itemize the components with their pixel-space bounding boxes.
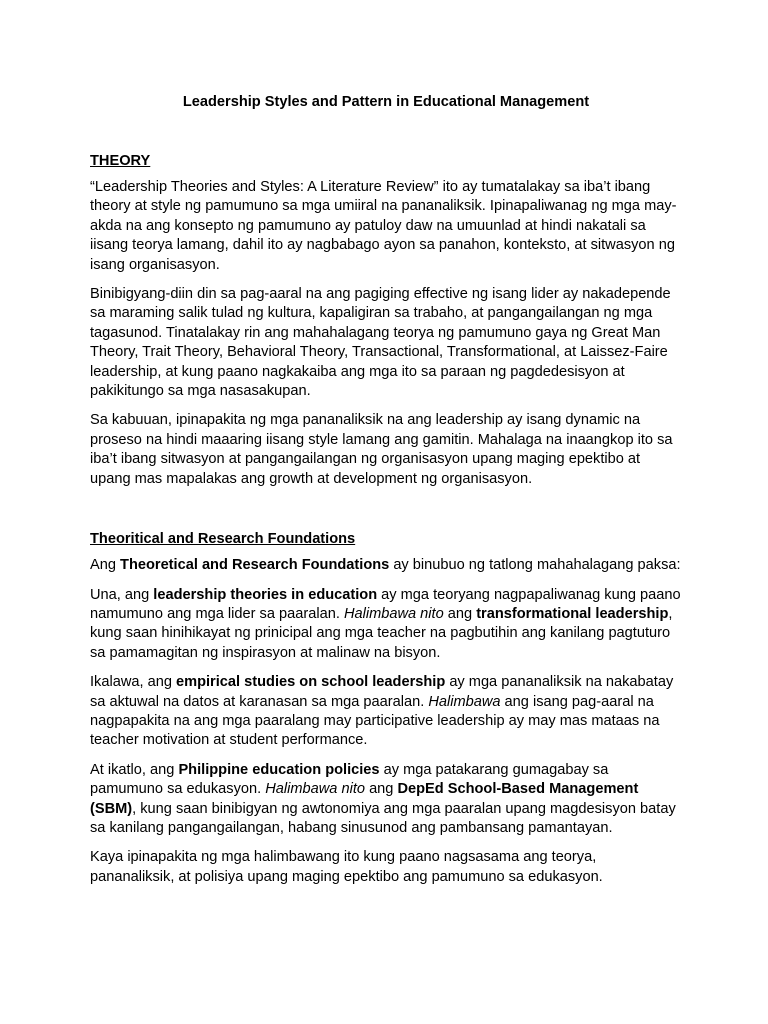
second-italic-example: Halimbawa: [428, 693, 501, 710]
intro-text-a: Ang: [90, 557, 121, 574]
foundations-first-paragraph: [90, 586, 682, 664]
intro-bold-term: Theoretical and Research Foundations: [120, 557, 390, 574]
first-text-a: Una, ang: [90, 586, 154, 603]
second-text-c: ay mga pananaliksik na nakabatay sa aktuwal na datos at karanasan sa mga paaralan.: [90, 674, 674, 710]
document-page: [90, 91, 682, 887]
first-text-e: ang: [443, 605, 477, 622]
theory-paragraph-1: “Leadership Theories and Styles: A Literature Review” ito ay tumatalakay sa iba’t ibang theory at style ng pamumuno sa mga umiiral na pananaliksik. Ipinapaliwanag ng mga may-akda na ang konsepto ng pamumuno ay patuloy daw na umuunlad at hindi nakatali sa iisang teorya lamang, dahil ito ay nagbabago ayon sa panahon, konteksto, at sitwasyon ng isang organisasyon.: [90, 179, 677, 273]
section-heading-theory: THEORY: [90, 153, 151, 169]
first-italic-example: Halimbawa nito: [343, 605, 444, 622]
first-text-g: , kung saan hinihikayat ng prinicipal ang mga teacher na pagbutihin ang kanilang pagtuturo sa pamamagitan ng inspirasyon at malinaw na bisyon.: [90, 605, 673, 661]
second-text-a: Ikalawa, ang: [90, 674, 176, 691]
third-text-e: ang: [365, 781, 398, 798]
third-italic-example: Halimbawa nito: [265, 781, 366, 798]
foundations-conclusion-paragraph: Kaya ipinapakita ng mga halimbawang ito kung paano nagsasama ang teorya, pananaliksik, at polisiya upang maging epektibo ang pamumuno sa edukasyon.: [90, 849, 603, 885]
third-bold-term: Philippine education policies: [178, 761, 380, 778]
theory-paragraph-3: Sa kabuuan, ipinapakita ng mga pananaliksik na ang leadership ay isang dynamic na proseso na hindi maaaring iisang style lamang ang gamitin. Mahalaga na inaangkop ito sa iba’t ibang sitwasyon at pangangailangan ng organisasyon upang maging epektibo at upang mas mapalakas ang growth at development ng organisasyon.: [90, 412, 673, 487]
third-bold-example: DepEd School-Based Management (SBM): [90, 781, 639, 817]
first-bold-example: transformational leadership: [476, 605, 669, 622]
second-text-e: ang isang pag-aaral na nagpapakita na ang mga paaralang may participative leadership ay may mas mataas na teacher motivation at student performance.: [90, 693, 660, 749]
third-text-c: ay mga patakarang gumagabay sa pamumuno sa edukasyon.: [90, 761, 609, 798]
foundations-intro-paragraph: [90, 556, 682, 575]
foundations-third-paragraph: [90, 761, 682, 839]
third-text-g: , kung saan binibigyan ng awtonomiya ang mga paaralan upang magdesisyon batay sa kanilang pangangailangan, habang sinusunod ang pambansang pamantayan.: [90, 800, 676, 836]
second-bold-term: empirical studies on school leadership: [176, 674, 446, 691]
third-text-a: At ikatlo, ang: [90, 761, 179, 778]
document-title: Leadership Styles and Pattern in Educational Management: [182, 94, 590, 110]
section-heading-foundations: Theoritical and Research Foundations: [90, 531, 356, 548]
intro-text-c: ay binubuo ng tatlong mahahalagang paksa:: [389, 557, 681, 574]
theory-paragraph-2: Binibigyang-diin din sa pag-aaral na ang pagiging effective ng isang lider ay nakadepende sa maraming salik tulad ng kultura, kapaligiran sa trabaho, at pangangailangan ng mga tagasunod. Tinatalakay rin ang mahahalagang teorya ng pamumuno gaya ng Great Man Theory, Trait Theory, Behavioral Theory, Transactional, Transformational, at Laissez-Faire leadership, at kung paano nagkakaiba ang mga ito sa paraan ng pagdedesisyon at pakikitungo sa mga nasasakupan.: [90, 286, 671, 400]
first-text-c: ay mga teoryang nagpapaliwanag kung paano namumuno ang mga lider sa paaralan.: [90, 586, 681, 622]
first-bold-term: leadership theories in education: [153, 586, 378, 603]
foundations-second-paragraph: [90, 673, 682, 751]
